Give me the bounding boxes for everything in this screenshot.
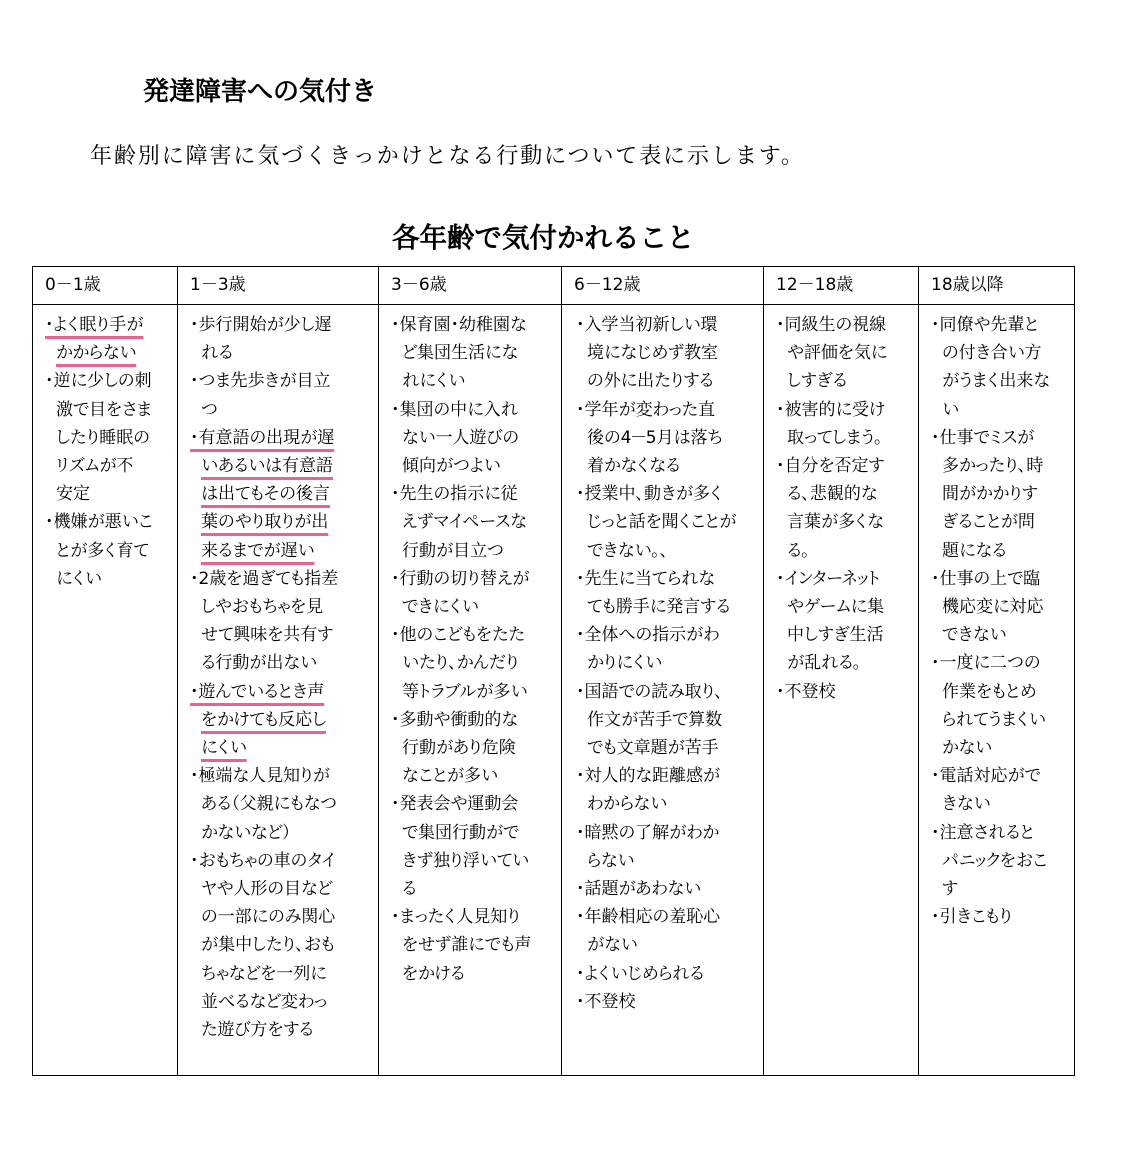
column-body — [33, 305, 178, 1075]
list-item — [576, 678, 763, 763]
item-text: ・逆に少しの刺 — [45, 371, 152, 392]
item-text: ・注意されると — [931, 822, 1035, 843]
item-text-continued: とが多く育て — [56, 540, 149, 561]
item-text: ・同僚や先輩と — [931, 315, 1039, 335]
item-text-continued: 激で目をさま — [56, 399, 152, 420]
list-item — [391, 706, 561, 791]
item-text: ・年齢相応の羞恥心 — [576, 907, 721, 928]
item-text-continued: をかけても反応し — [201, 709, 326, 730]
item-text-continued: にくい — [201, 738, 247, 759]
item-text-continued: い — [942, 399, 959, 420]
list-item — [391, 396, 561, 481]
intro-text: 年齢別に障害に気づくきっかけとなる行動について表に示します。 — [90, 144, 805, 169]
column-header: 6－12歳 — [562, 267, 764, 305]
item-text-continued: の外に出たりする — [587, 371, 714, 392]
list-item — [391, 621, 561, 706]
item-text-continued: の付き合い方 — [942, 343, 1042, 364]
item-text-continued: 取ってしまう。 — [787, 427, 883, 448]
list-item — [576, 621, 763, 677]
column-body — [379, 305, 562, 1075]
column-body — [919, 305, 1074, 1075]
list-item — [931, 424, 1074, 565]
item-text-continued: 傾向がつよい — [402, 456, 501, 477]
item-text-continued: る行動が出ない — [201, 653, 317, 674]
item-text-continued: 等トラブルが多い — [402, 681, 528, 702]
item-text: ・極端な人見知りが — [190, 766, 330, 787]
item-text: ・2歳を過ぎても指差 — [190, 568, 339, 589]
item-text-continued: 機応変に対応 — [942, 597, 1044, 618]
list-item — [931, 819, 1074, 904]
item-text: ・自分を否定す — [776, 456, 885, 477]
list-item — [190, 847, 378, 1044]
item-text: ・インターネット — [776, 568, 880, 589]
item-text-continued: ヤや人形の目など — [201, 879, 333, 900]
item-text: ・集団の中に入れ — [391, 399, 519, 420]
item-text-continued: の一部にのみ関心 — [201, 907, 336, 928]
item-text-continued: が乱れる。 — [787, 653, 862, 674]
item-text: ・他のこどもをたた — [391, 625, 525, 646]
item-text-continued: る — [402, 879, 417, 900]
list-item — [190, 762, 378, 847]
item-text-continued: やゲームに集 — [787, 597, 885, 618]
item-text: ・仕事の上で臨 — [931, 568, 1041, 589]
item-text: ・多動や衝動的な — [391, 709, 518, 730]
list-item — [190, 367, 378, 423]
item-text-continued: にくい — [56, 568, 102, 589]
list-item — [931, 311, 1074, 424]
item-text-continued: いあるいは有意語 — [201, 456, 334, 477]
item-text: ・全体への指示がわ — [576, 625, 720, 646]
item-text-continued: できない。、 — [587, 540, 669, 561]
item-text-continued: 多かったり、時 — [942, 456, 1044, 477]
item-text: ・よく眠り手が — [45, 315, 144, 335]
item-text-continued: かからない — [56, 343, 137, 364]
list-item — [45, 508, 177, 593]
item-text-continued: 題になる — [942, 540, 1007, 561]
item-text: ・不登校 — [576, 991, 636, 1012]
item-text: ・機嫌が悪いこ — [45, 512, 153, 533]
item-text-continued: でも文章題が苦手 — [587, 738, 719, 759]
list-item — [45, 311, 177, 367]
page-title: 発達障害への気付き — [143, 77, 378, 107]
item-text-continued: じっと話を聞くことが — [587, 512, 737, 533]
item-text-continued: ない一人遊びの — [402, 427, 519, 448]
list-item — [931, 649, 1074, 762]
item-text: ・発表会や運動会 — [391, 794, 519, 815]
item-text-continued: がない — [587, 935, 638, 956]
item-text-continued: できにくい — [402, 597, 479, 618]
table-title: 各年齢で気付かれること — [392, 222, 695, 254]
item-text-continued: かない — [942, 738, 992, 759]
list-item — [190, 424, 378, 565]
item-text: ・話題があわない — [576, 879, 701, 900]
item-text-continued: れる — [201, 343, 233, 364]
item-text: ・被害的に受け — [776, 399, 885, 420]
item-text-continued: 間がかかりす — [942, 484, 1038, 505]
item-text-continued: 行動があり危険 — [402, 738, 516, 759]
item-text-continued: 安定 — [56, 484, 90, 505]
item-text: ・まったく人見知り — [391, 907, 521, 928]
item-text-continued: は出てもその後言 — [201, 484, 330, 505]
item-text-continued: なことが多い — [402, 766, 498, 787]
item-text: ・先生の指示に従 — [391, 484, 518, 505]
list-item — [391, 565, 561, 621]
item-text-continued: 言葉が多くな — [787, 512, 884, 533]
item-text-continued: 中しすぎ生活 — [787, 625, 884, 646]
list-item — [576, 396, 763, 481]
list-item — [190, 311, 378, 367]
item-text-continued: せて興味を共有す — [201, 625, 333, 646]
item-text-continued: きず独り浮いてい — [402, 850, 529, 871]
item-text-continued: ちゃなどを一列に — [201, 963, 327, 984]
item-text-continued: 着かなくなる — [587, 456, 681, 477]
item-text: ・学年が変わった直 — [576, 399, 716, 420]
list-item — [776, 452, 918, 565]
item-text: ・同級生の視線 — [776, 315, 887, 335]
item-text: ・電話対応がで — [931, 766, 1041, 787]
list-item — [576, 762, 763, 818]
item-text-continued: 作業をもとめ — [942, 681, 1037, 702]
item-text-continued: かりにくい — [587, 653, 663, 674]
item-text-continued: 葉のやり取りが出 — [201, 512, 329, 533]
item-text-continued: ても勝手に発言する — [587, 597, 731, 618]
list-item — [391, 311, 561, 396]
column-body — [562, 305, 764, 1075]
item-text-continued: がうまく出来な — [942, 371, 1050, 392]
item-text: ・有意語の出現が遅 — [190, 427, 335, 448]
column-header: 3－6歳 — [379, 267, 562, 305]
list-item — [931, 565, 1074, 650]
item-text: ・歩行開始が少し遅 — [190, 315, 332, 335]
item-text-continued: 来るまでが遅い — [201, 540, 315, 561]
item-text-continued: 行動が目立つ — [402, 540, 504, 561]
column-header: 1－3歳 — [178, 267, 379, 305]
item-text: ・遊んでいるとき声 — [190, 681, 325, 702]
item-text-continued: リズムが不 — [56, 456, 134, 477]
item-text: ・先生に当てられな — [576, 568, 715, 589]
item-text-continued: られてうまくい — [942, 709, 1046, 730]
list-item — [576, 311, 763, 396]
column-header: 12－18歳 — [764, 267, 919, 305]
item-text-continued: えずマイペースな — [402, 512, 527, 533]
item-text-continued: が集中したり、おも — [201, 935, 335, 956]
item-text-continued: 後の4－5月は落ち — [587, 427, 723, 448]
item-text-continued: をせず誰にでも声 — [402, 935, 532, 956]
item-text-continued: いたり、かんだり — [402, 653, 519, 674]
list-item — [576, 903, 763, 959]
item-text-continued: 境になじめず教室 — [587, 343, 718, 364]
list-item — [45, 367, 177, 508]
item-text-continued: しすぎる — [787, 371, 847, 392]
list-item — [576, 875, 763, 903]
item-text-continued: できない — [942, 625, 1007, 646]
list-item — [776, 678, 918, 706]
list-item — [576, 819, 763, 875]
item-text: ・おもちゃの車のタイ — [190, 850, 335, 871]
list-item — [576, 565, 763, 621]
item-text-continued: ど集団生活にな — [402, 343, 518, 364]
item-text-continued: れにくい — [402, 371, 466, 392]
item-text: ・不登校 — [776, 681, 836, 702]
item-text: ・対人的な距離感が — [576, 766, 721, 787]
list-item — [931, 762, 1074, 818]
item-text-continued: きない — [942, 794, 991, 815]
item-text-continued: パニックをおこ — [942, 850, 1048, 871]
column-body — [764, 305, 919, 1075]
item-text: ・一度に二つの — [931, 653, 1041, 674]
item-text-continued: す — [942, 879, 958, 900]
list-item — [576, 960, 763, 988]
item-text-continued: つ — [201, 399, 218, 420]
list-item — [190, 565, 378, 678]
item-text: ・仕事でミスが — [931, 427, 1035, 448]
item-text-continued: 並べるなど変わっ — [201, 991, 327, 1012]
item-text-continued: る、悲観的な — [787, 484, 878, 505]
item-text-continued: をかける — [402, 963, 465, 984]
item-text: ・つま先歩きが目立 — [190, 371, 331, 392]
item-text-continued: ある（父親にもなつ — [201, 794, 338, 815]
column-header: 18歳以降 — [919, 267, 1074, 305]
item-text: ・引きこもり — [931, 907, 1013, 928]
item-text-continued: しやおもちゃを見 — [201, 597, 324, 618]
list-item — [391, 790, 561, 903]
list-item — [576, 988, 763, 1016]
list-item — [931, 903, 1074, 931]
item-text-continued: で集団行動がで — [402, 822, 520, 843]
item-text-continued: ぎることが問 — [942, 512, 1035, 533]
item-text: ・授業中、動きが多く — [576, 484, 723, 505]
item-text: ・国語での読み取り、 — [576, 681, 723, 702]
item-text: ・よくいじめられる — [576, 963, 704, 984]
item-text-continued: 作文が苦手で算数 — [587, 709, 723, 730]
item-text: ・保育園･幼稚園な — [391, 315, 527, 335]
item-text-continued: わからない — [587, 794, 667, 815]
list-item — [391, 480, 561, 565]
item-text-continued: る。 — [787, 540, 810, 561]
column-body — [178, 305, 379, 1075]
item-text-continued: したり睡眠の — [56, 427, 150, 448]
item-text: ・入学当初新しい環 — [576, 315, 718, 335]
list-item — [776, 396, 918, 452]
list-item — [776, 311, 918, 396]
column-header: 0－1歳 — [33, 267, 178, 305]
item-text: ・暗黙の了解がわか — [576, 822, 719, 843]
item-text-continued: た遊び方をする — [201, 1020, 314, 1041]
item-text-continued: らない — [587, 850, 635, 871]
list-item — [776, 565, 918, 678]
item-text: ・行動の切り替えが — [391, 568, 530, 589]
age-table — [32, 266, 1075, 1076]
list-item — [576, 480, 763, 565]
list-item — [190, 678, 378, 763]
item-text-continued: かないなど） — [201, 822, 291, 843]
item-text-continued: や評価を気に — [787, 343, 888, 364]
list-item — [391, 903, 561, 988]
